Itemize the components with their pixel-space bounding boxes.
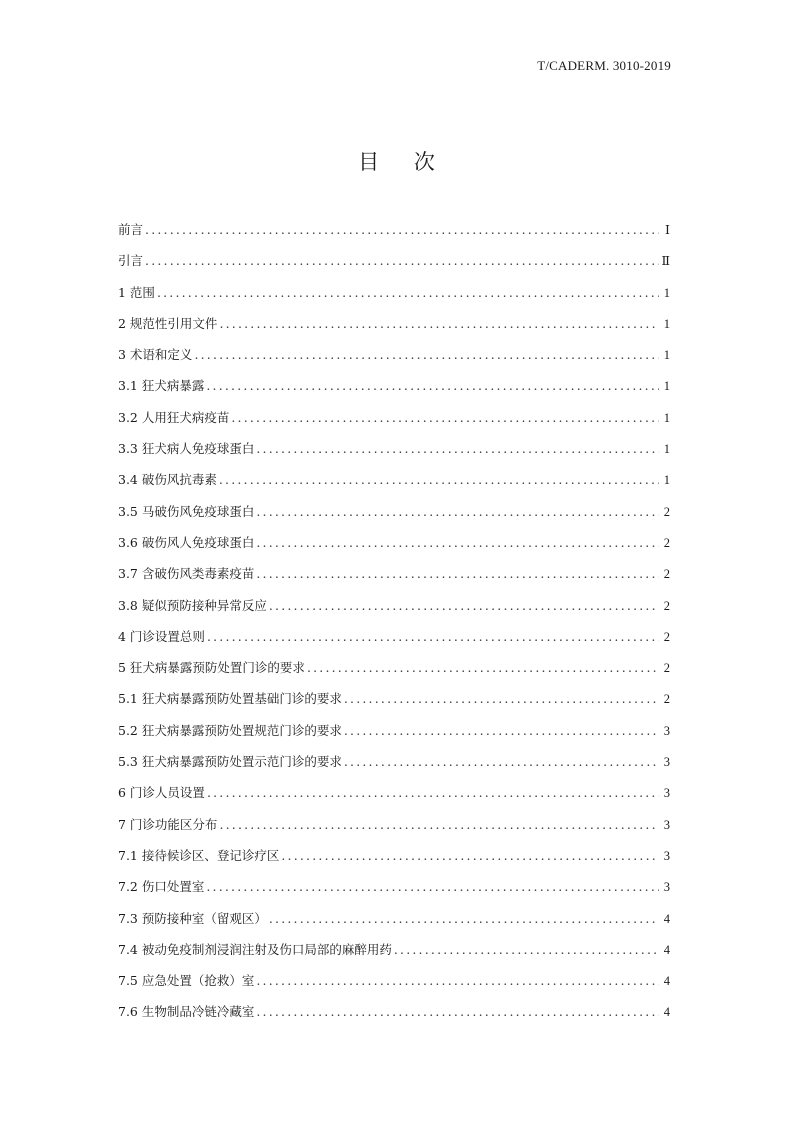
toc-entry[interactable] [118,245,670,276]
dot-leader [194,339,659,370]
toc-entry-label: 前言 [118,222,144,237]
toc-entry-label: 4 门诊设置总则 [118,628,205,644]
toc-entry-page-number: 2 [663,692,670,707]
toc-entry[interactable] [118,903,670,934]
toc-entry-page-number: 2 [663,629,670,644]
dot-leader [207,777,659,808]
toc-entry[interactable] [118,402,670,433]
toc-entry-label: 6 门诊人员设置 [118,785,205,801]
dot-leader [256,433,659,464]
toc-entry[interactable] [118,840,670,871]
toc-entry-page-number: 2 [663,504,670,519]
toc-entry-page-number: 1 [663,316,670,331]
toc-entry-page-number: 4 [663,1005,670,1020]
dot-leader [207,621,659,652]
toc-entry-page-number: 2 [663,567,670,582]
toc-entry-label: 3.7 含破伤风类毒素疫苗 [118,566,255,582]
toc-entry[interactable] [118,996,670,1027]
dot-leader [256,496,659,527]
toc-entry-label: 2 规范性引用文件 [118,315,218,331]
toc-entry-label: 5.1 狂犬病暴露预防处置基础门诊的要求 [118,691,342,707]
dot-leader [206,871,659,902]
dot-leader [157,277,659,308]
toc-entry-label: 7.3 预防接种室（留观区） [118,910,267,926]
dot-leader [256,558,659,589]
page-title: 目 次 [358,150,449,174]
dot-leader [269,903,659,934]
document-number: T/CADERM. 3010-2019 [537,58,671,73]
dot-leader [256,527,659,558]
dot-leader [269,590,659,621]
toc-entry-page-number: Ⅰ [665,223,670,237]
dot-leader [206,370,659,401]
toc-entry-label: 3.4 破伤风抗毒素 [118,472,217,488]
toc-entry[interactable] [118,496,670,527]
toc-entry-label: 3.2 人用狂犬病疫苗 [118,409,230,425]
toc-entry[interactable] [118,464,670,495]
toc-entry[interactable] [118,277,670,308]
toc-entry[interactable] [118,558,670,589]
dot-leader [145,245,658,276]
toc-entry-page-number: 2 [663,661,670,676]
toc-entry-label: 5 狂犬病暴露预防处置门诊的要求 [118,660,305,676]
toc-entry-label: 7.2 伤口处置室 [118,879,205,895]
dot-leader [344,715,659,746]
toc-entry-label: 7.1 接待候诊区、登记诊疗区 [118,847,280,863]
toc-entry-label: 3.6 破伤风人免疫球蛋白 [118,534,255,550]
toc-entry[interactable] [118,809,670,840]
toc-entry-page-number: 1 [663,410,670,425]
toc-entry[interactable] [118,214,670,245]
toc-entry-label: 7.5 应急处置（抢救）室 [118,973,255,989]
dot-leader [231,402,659,433]
toc-entry-label: 7 门诊功能区分布 [118,816,218,832]
toc-entry[interactable] [118,777,670,808]
toc-entry-label: 3.5 马破伤风免疫球蛋白 [118,503,255,519]
toc-entry-page-number: 3 [663,817,670,832]
toc-entry-page-number: 3 [663,786,670,801]
table-of-contents [118,214,670,1028]
toc-entry[interactable] [118,621,670,652]
toc-entry-label: 3.3 狂犬病人免疫球蛋白 [118,441,255,457]
toc-entry[interactable] [118,433,670,464]
toc-entry-page-number: 3 [663,880,670,895]
toc-entry[interactable] [118,370,670,401]
toc-entry-label: 3 术语和定义 [118,347,193,363]
dot-leader [219,308,659,339]
toc-entry[interactable] [118,746,670,777]
toc-entry-label: 3.1 狂犬病暴露 [118,378,205,394]
dot-leader [307,652,659,683]
dot-leader [281,840,659,871]
toc-entry-page-number: 1 [663,379,670,394]
toc-entry-label: 5.2 狂犬病暴露预防处置规范门诊的要求 [118,722,342,738]
dot-leader [394,934,659,965]
toc-entry-page-number: 4 [663,942,670,957]
toc-entry-page-number: 3 [663,755,670,770]
toc-entry[interactable] [118,934,670,965]
toc-entry[interactable] [118,527,670,558]
toc-entry-label: 3.8 疑似预防接种异常反应 [118,597,267,613]
dot-leader [219,809,659,840]
toc-entry-label: 7.6 生物制品冷链冷藏室 [118,1004,255,1020]
toc-entry-page-number: 4 [663,911,670,926]
toc-entry-label: 1 范围 [118,284,155,300]
toc-entry-page-number: 2 [663,598,670,613]
dot-leader [145,214,659,245]
toc-entry[interactable] [118,308,670,339]
toc-entry[interactable] [118,590,670,621]
toc-entry[interactable] [118,715,670,746]
toc-entry[interactable] [118,652,670,683]
dot-leader [256,965,659,996]
dot-leader [344,746,659,777]
toc-entry-page-number: 1 [663,473,670,488]
toc-entry[interactable] [118,965,670,996]
dot-leader [219,464,659,495]
toc-entry-page-number: 3 [663,723,670,738]
toc-entry-page-number: 1 [663,348,670,363]
dot-leader [344,683,659,714]
toc-entry-page-number: 3 [663,848,670,863]
toc-entry-label: 5.3 狂犬病暴露预防处置示范门诊的要求 [118,754,342,770]
toc-entry-label: 引言 [118,253,144,269]
toc-entry-page-number: 1 [663,442,670,457]
toc-entry-label: 7.4 被动免疫制剂浸润注射及伤口局部的麻醉用药 [118,941,392,957]
toc-entry-page-number: Ⅱ [661,254,670,269]
dot-leader [256,996,659,1027]
toc-entry-page-number: 1 [663,285,670,300]
toc-entry[interactable] [118,683,670,714]
toc-entry-page-number: 4 [663,974,670,989]
toc-entry-page-number: 2 [663,535,670,550]
toc-entry[interactable] [118,871,670,902]
toc-entry[interactable] [118,339,670,370]
